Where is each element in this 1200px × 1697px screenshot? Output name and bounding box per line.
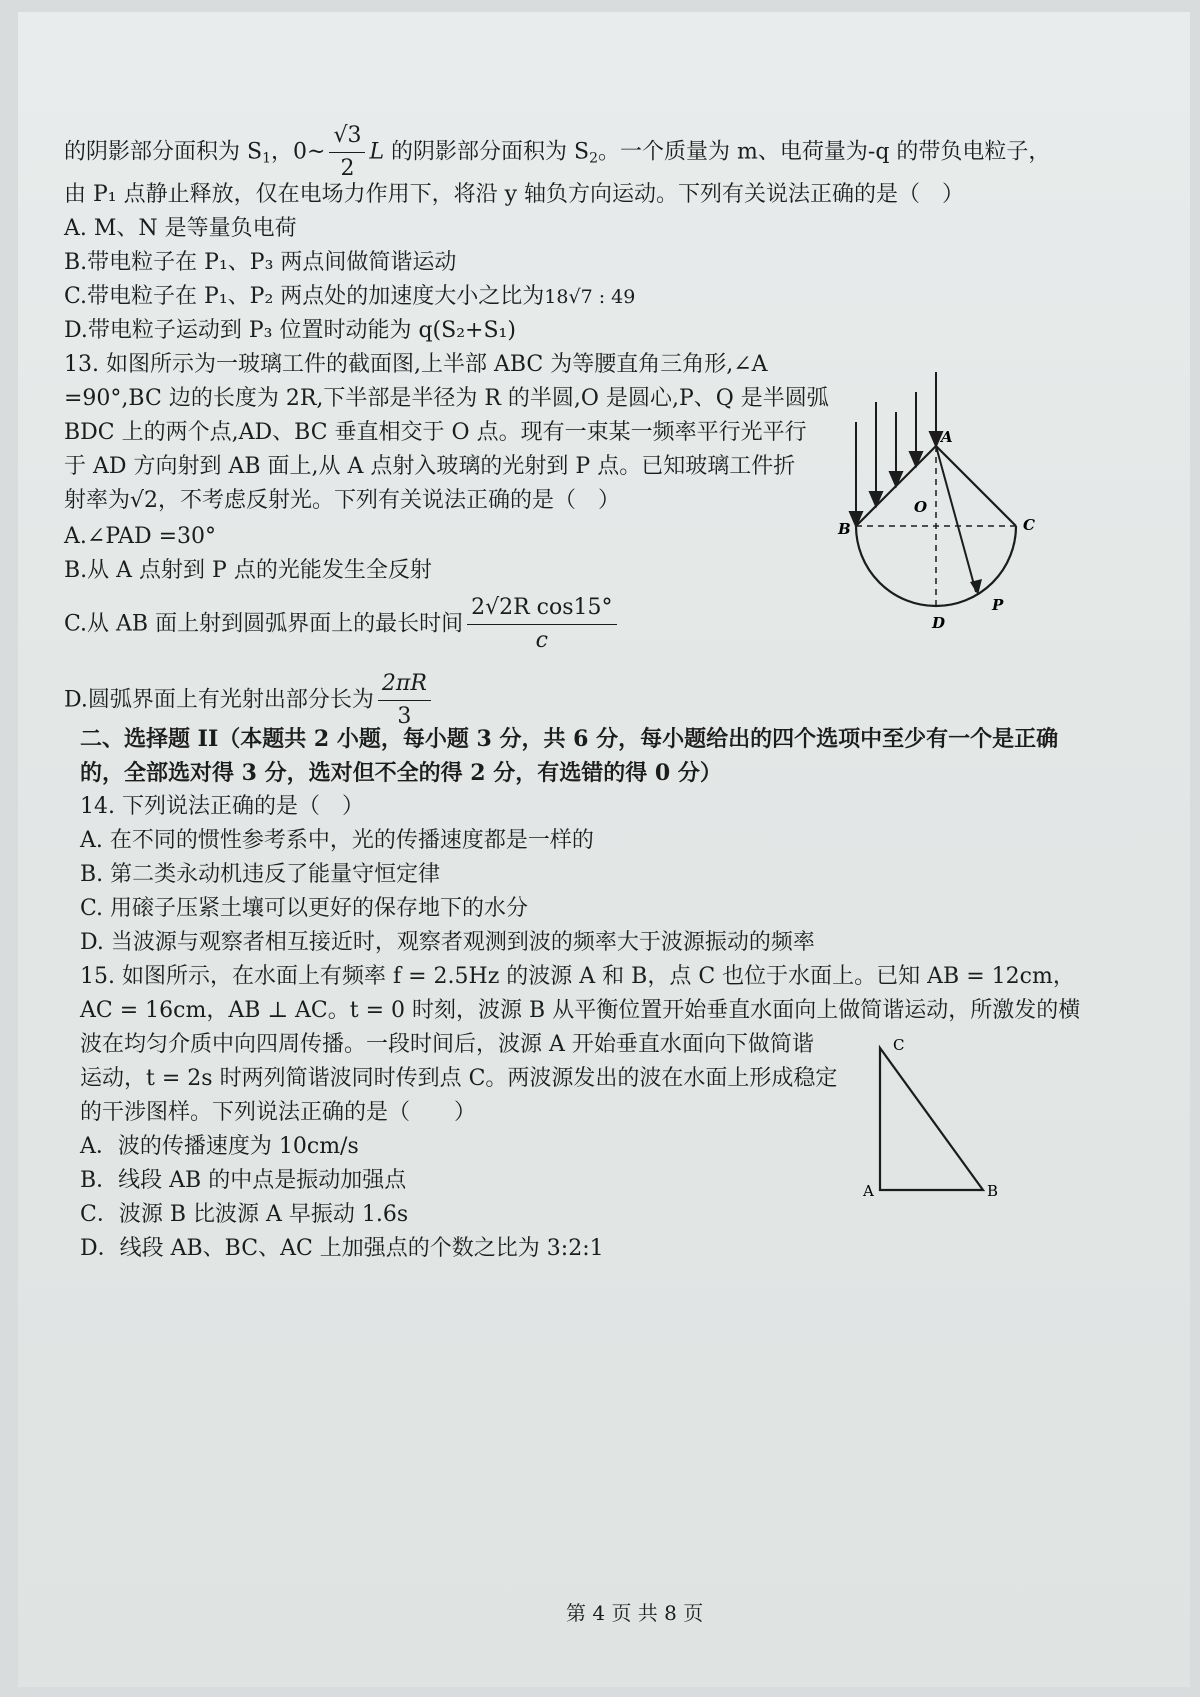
q13-option-a: A.∠PAD =30°: [64, 524, 217, 549]
q13-stem-line4: 于 AD 方向射到 AB 面上,从 A 点射入玻璃的光射到 P 点。已知玻璃工件折: [64, 454, 796, 479]
q15-stem-line5: 的干涉图样。下列说法正确的是（ ）: [80, 1100, 477, 1125]
q13-stem-line5-a: 射率为: [64, 488, 131, 513]
triangle-abc: [880, 1048, 983, 1190]
q13-option-d-text: D.圆弧界面上有光射出部分长为: [64, 687, 374, 713]
q13-glass-figure: [818, 352, 1058, 642]
label-d: D: [932, 614, 946, 632]
q15-line1-c: ，: [1052, 964, 1075, 989]
q15-option-b: B．线段 AB 的中点是振动加强点: [80, 1168, 407, 1193]
fraction-numerator: √3: [329, 120, 365, 153]
q12-option-d: D.带电粒子运动到 P₃ 位置时动能为 q(S₂+S₁): [64, 318, 516, 343]
q13-option-c: [64, 592, 621, 657]
q15-line1-b: 的波源 A 和 B，点 C 也位于水面上。已知: [499, 964, 928, 989]
q13-option-c-text: C.从 AB 面上射到圆弧界面上的最长时间: [64, 611, 464, 637]
subscript: 2: [589, 150, 599, 167]
q15-option-a: A．波的传播速度为 10cm/s: [80, 1134, 359, 1159]
label-p: P: [992, 596, 1004, 614]
exam-page: [18, 12, 1190, 1687]
label-b: B: [838, 520, 851, 538]
q15-line2-a: 。: [327, 998, 350, 1023]
q15-line4-a: 运动，: [80, 1066, 147, 1091]
fraction-sqrt3-over-2: [329, 120, 365, 185]
time-2s: t = 2s: [146, 1066, 213, 1091]
refracted-ray: [936, 446, 976, 592]
q14-option-a: A. 在不同的惯性参考系中，光的传播速度都是一样的: [80, 828, 594, 853]
q12-line1-part-c: 的阴影部分面积为 S: [384, 139, 590, 165]
q15-line2-b: 时刻，波源 B 从平衡位置开始垂直水面向上做简谐运动，所激发的横: [405, 998, 1081, 1023]
q15-line4-b: 时两列简谐波同时传到点 C。两波源发出的波在水面上形成稳定: [212, 1066, 838, 1091]
fraction-denominator: c: [535, 628, 548, 653]
label-o: O: [914, 498, 928, 516]
q12-option-b: B.带电粒子在 P₁、P₃ 两点间做简谐运动: [64, 250, 457, 275]
label-b: B: [987, 1182, 999, 1200]
frequency-value: f = 2.5Hz: [392, 964, 500, 989]
sqrt2: √2: [130, 488, 159, 513]
q12-option-c: [64, 282, 635, 312]
fraction-numerator: 2√2R cos15°: [467, 592, 616, 625]
q12-option-c-ratio: 18√7 : 49: [544, 286, 636, 308]
q14-option-b: B. 第二类永动机违反了能量守恒定律: [80, 862, 441, 887]
q15-line1-a: 15. 如图所示，在水面上有频率: [80, 964, 393, 989]
q13-stem-line5: [64, 486, 620, 516]
section-2-heading-line1: 二、选择题 II（本题共 2 小题，每小题 3 分，共 6 分，每小题给出的四个选项中至少有一个是正确: [80, 726, 1059, 752]
q15-option-c: C．波源 B 比波源 A 早振动 1.6s: [80, 1202, 409, 1227]
q12-line1-part-b: ，0~: [271, 139, 326, 165]
label-c: C: [1023, 516, 1035, 534]
q15-stem-line2: [80, 996, 1080, 1026]
q12-line2: 由 P₁ 点静止释放，仅在电场力作用下，将沿 y 轴负方向运动。下列有关说法正确的是（ ）: [64, 182, 965, 207]
subscript: 1: [262, 150, 271, 167]
q12-line1: [64, 120, 1050, 185]
label-c: C: [893, 1036, 905, 1054]
ac-length-perp: AC = 16cm，AB ⊥ AC: [80, 998, 328, 1023]
label-a: A: [941, 428, 953, 446]
q12-option-c-text: C.带电粒子在 P₁、P₂ 两点处的加速度大小之比为: [64, 284, 545, 309]
q13-stem-line5-b: ，不考虑反射光。下列有关说法正确的是（ ）: [158, 488, 621, 513]
q13-option-b: B.从 A 点射到 P 点的光能发生全反射: [64, 558, 432, 583]
time-zero: t = 0: [349, 998, 406, 1023]
q15-stem-line3: 波在均匀介质中向四周传播。一段时间后，波源 A 开始垂直水面向下做简谐: [80, 1032, 814, 1057]
q12-line1-part-a: 的阴影部分面积为 S: [64, 139, 263, 165]
label-a: A: [863, 1182, 874, 1200]
q13-stem-line3: BDC 上的两个点,AD、BC 垂直相交于 O 点。现有一束某一频率平行光平行: [64, 420, 807, 445]
variable-L: L: [369, 139, 385, 165]
q15-stem-line1: [80, 962, 1075, 992]
fraction-denominator: 3: [397, 704, 412, 729]
fraction-max-time: [467, 592, 616, 657]
section-2-heading-line2: 的，全部选对得 3 分，选对但不全的得 2 分，有选错的得 0 分）: [80, 760, 722, 786]
q14-option-d: D. 当波源与观察者相互接近时，观察者观测到波的频率大于波源振动的频率: [80, 930, 815, 955]
incident-rays: [850, 372, 942, 526]
q13-stem-line1: 13. 如图所示为一玻璃工件的截面图,上半部 ABC 为等腰直角三角形,∠A: [64, 352, 768, 377]
q14-stem: 14. 下列说法正确的是（ ）: [80, 794, 364, 819]
fraction-numerator: 2πR: [378, 668, 431, 701]
q13-stem-line2: =90°,BC 边的长度为 2R,下半部是半径为 R 的半圆,O 是圆心,P、Q 是半圆弧: [64, 386, 829, 411]
q15-option-d: D．线段 AB、BC、AC 上加强点的个数之比为 3:2:1: [80, 1236, 604, 1261]
q14-option-c: C. 用磙子压紧土壤可以更好的保存地下的水分: [80, 896, 529, 921]
fraction-denominator: 2: [340, 156, 355, 181]
q15-stem-line4: [80, 1064, 837, 1094]
q15-triangle-figure: [853, 1032, 1028, 1212]
ab-length: AB = 12cm: [927, 964, 1053, 989]
arrowhead-icon: [850, 512, 862, 526]
page-number: 第 4 页 共 8 页: [566, 1601, 704, 1625]
q12-option-a: A. M、N 是等量负电荷: [64, 216, 297, 241]
q12-line1-part-d: 。一个质量为 m、电荷量为-q 的带负电粒子，: [598, 139, 1051, 165]
